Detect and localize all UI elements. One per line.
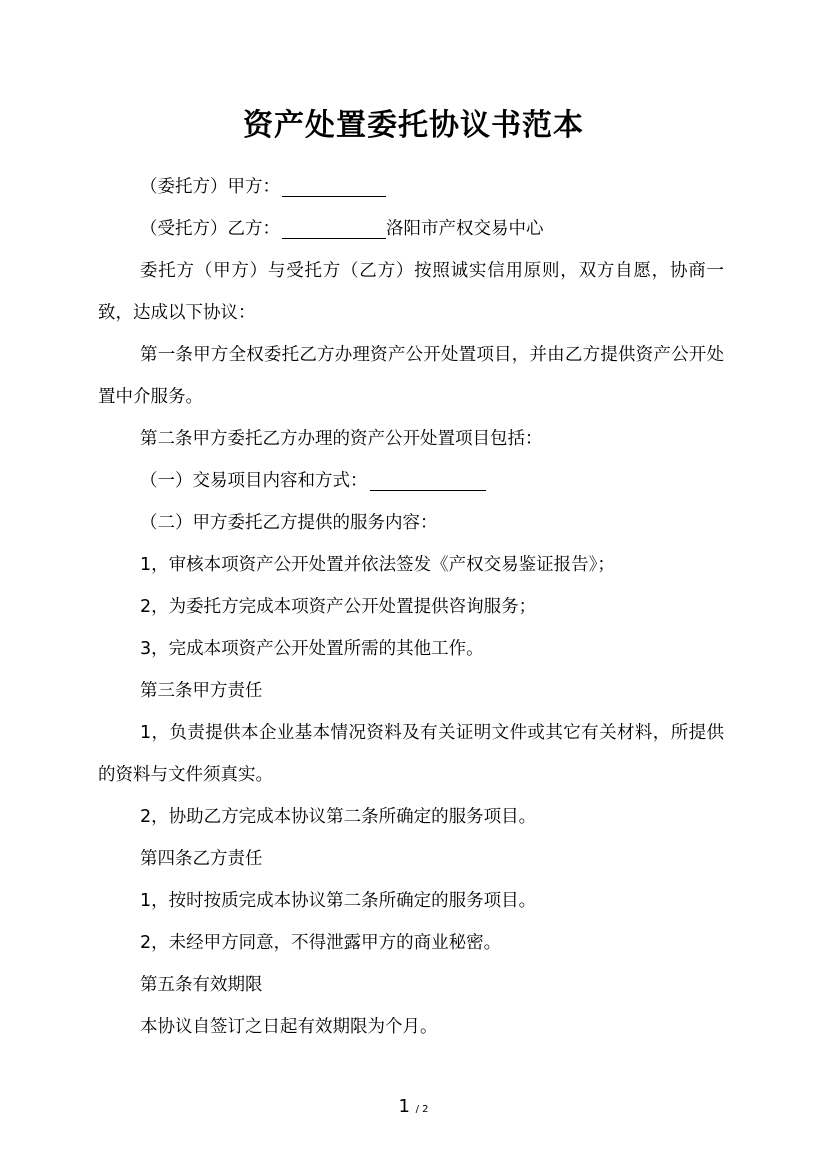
article-5-text: 本协议自签订之日起有效期限为个月。 [140,1017,438,1037]
document-body [98,166,724,1048]
article-5-heading: 第五条有效期限 [140,975,263,995]
page-total: / 2 [415,1104,429,1115]
service-item-2: 2，为委托方完成本项资产公开处置提供咨询服务； [140,597,537,617]
article-3-item-2: 2，协助乙方完成本协议第二条所确定的服务项目。 [140,807,537,827]
article-4-item-1: 1，按时按质完成本协议第二条所确定的服务项目。 [140,891,537,911]
article-4-item-2: 2，未经甲方同意，不得泄露甲方的商业秘密。 [140,933,502,953]
party-b-blank[interactable] [282,216,386,239]
party-a-line [98,166,724,208]
article-4-heading: 第四条乙方责任 [140,849,263,869]
party-b-label: （受托方）乙方： [140,219,280,239]
paragraph-intro: 委托方（甲方）与受托方（乙方）按照诚实信用原则，双方自愿，协商一致，达成以下协议： [98,261,724,323]
document-title: 资产处置委托协议书范本 [243,108,584,143]
item-one-blank[interactable] [370,468,486,491]
service-item-1: 1，审核本项资产公开处置并依法签发《产权交易鉴证报告》； [140,555,615,575]
page-number: 1 [398,1096,410,1117]
page-footer [0,1094,827,1123]
paragraph-article-1: 第一条甲方全权委托乙方办理资产公开处置项目，并由乙方提供资产公开处置中介服务。 [98,345,724,407]
item-one-line [98,460,724,502]
service-item-3: 3，完成本项资产公开处置所需的其他工作。 [140,639,484,659]
article-3-item-1: 1，负责提供本企业基本情况资料及有关证明文件或其它有关材料，所提供的资料与文件须真实。 [98,723,724,785]
party-b-line [98,208,724,250]
party-a-blank[interactable] [282,174,386,197]
item-two-heading: （二）甲方委托乙方提供的服务内容： [140,513,438,533]
party-b-name: 洛阳市产权交易中心 [386,219,544,239]
paragraph-article-2: 第二条甲方委托乙方办理的资产公开处置项目包括： [140,429,543,449]
article-3-heading: 第三条甲方责任 [140,681,263,701]
party-a-label: （委托方）甲方： [140,177,280,197]
item-one-label: （一）交易项目内容和方式： [140,471,368,491]
